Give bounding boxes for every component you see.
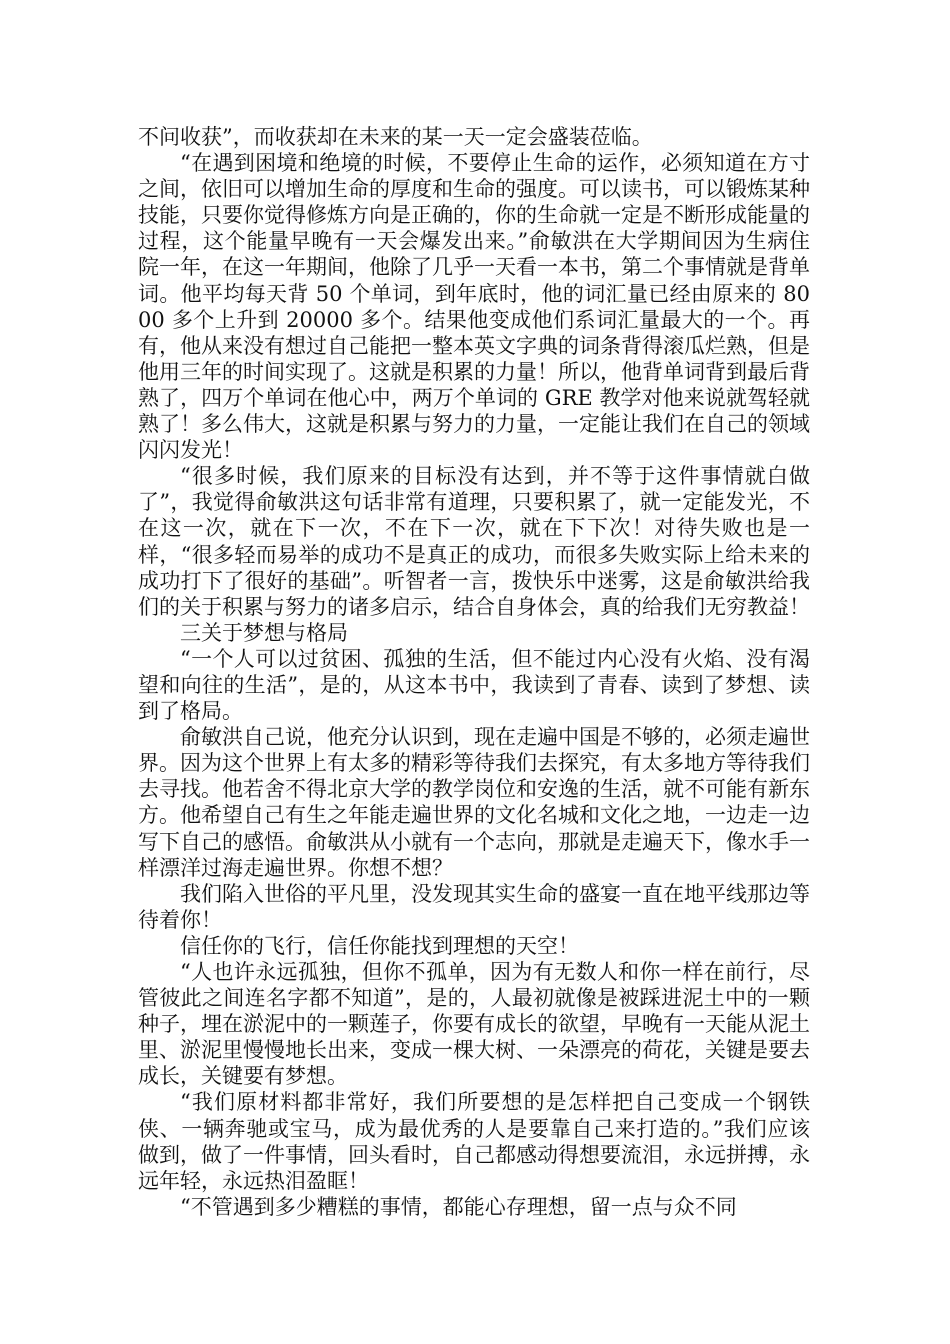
paragraph: “一个人可以过贫困、孤独的生活，但不能过内心没有火焰、没有渴望和向往的生活”，是的，从这本书中，我读到了青春、读到了梦想、读到了格局。 [138, 646, 810, 724]
paragraph: 信任你的飞行，信任你能找到理想的天空！ [180, 933, 579, 958]
paragraph: “在遇到困境和绝境的时候，不要停止生命的运作，必须知道在方寸之间，依旧可以增加生命的厚度和生命的强度。可以读书，可以锻炼某种技能，只要你觉得修炼方向是正确的，你的生命就一定是不断形成能量的过程，这个能量早晚有一天会爆发出来。”俞敏洪在大学期间因为生病住院一年，在这一年期间，他除了几乎一天看一本书，第二个事情就是背单词。他平均每天背 50 个单词，到年底时，他的词汇量已经由原来的 8000 多个上升到 20000 多个。结果他变成他们系词汇量最大的一个。再有，他从来没有想过自己能把一整本英文字典的词条背得滚瓜烂熟，但是他用三年的时间实现了。这就是积累的力量！所以，他背单词背到最后背熟了，四万个单词在他心中，两万个单词的 GRE 教学对他来说就驾轻就熟了！多么伟大，这就是积累与努力的力量，一定能让我们在自己的领域闪闪发光！ [138, 151, 810, 463]
paragraph: “人也许永远孤独，但你不孤单，因为有无数人和你一样在前行，尽管彼此之间连名字都不知道”，是的，人最初就像是被踩进泥土中的一颗种子，埋在淤泥中的一颗莲子，你要有成长的欲望，早晚有一天能从泥土里、淤泥里慢慢地长出来，变成一棵大树、一朵漂亮的荷花，关键是要去成长，关键要有梦想。 [138, 960, 810, 1089]
paragraph: “很多时候，我们原来的目标没有达到，并不等于这件事情就白做了”，我觉得俞敏洪这句话非常有道理，只要积累了，就一定能发光，不在这一次，就在下一次，不在下一次，就在下下次！对待失败也是一样，“很多轻而易举的成功不是真正的成功，而很多失败实际上给未来的成功打下了很好的基础”。听智者一言，拨快乐中迷雾，这是俞敏洪给我们的关于积累与努力的诸多启示，结合自身体会，真的给我们无穷教益！ [138, 464, 810, 619]
paragraph: “我们原材料都非常好，我们所要想的是怎样把自己变成一个钢铁侠、一辆奔驰或宝马，成为最优秀的人是要靠自己来打造的。”我们应该做到，做了一件事情，回头看时，自己都感动得想要流泪，永远拼搏，永远年轻，永远热泪盈眶！ [138, 1090, 810, 1193]
paragraph: 不问收获”，而收获却在未来的某一天一定会盛装莅临。 [138, 125, 653, 149]
section-heading: 三关于梦想与格局 [180, 620, 348, 645]
document-body [138, 124, 810, 1220]
paragraph: 俞敏洪自己说，他充分认识到，现在走遍中国是不够的，必须走遍世界。因为这个世界上有太多的精彩等待我们去探究，有太多地方等待我们去寻找。他若舍不得北京大学的教学岗位和安逸的生活，就不可能有新东方。他希望自己有生之年能走遍世界的文化名城和文化之地，一边走一边写下自己的感悟。俞敏洪从小就有一个志向，那就是走遍天下，像水手一样漂洋过海走遍世界。你想不想？ [138, 725, 810, 880]
paragraph: “不管遇到多少糟糕的事情，都能心存理想，留一点与众不同 [180, 1194, 737, 1219]
paragraph: 我们陷入世俗的平凡里，没发现其实生命的盛宴一直在地平线那边等待着你！ [138, 881, 810, 932]
